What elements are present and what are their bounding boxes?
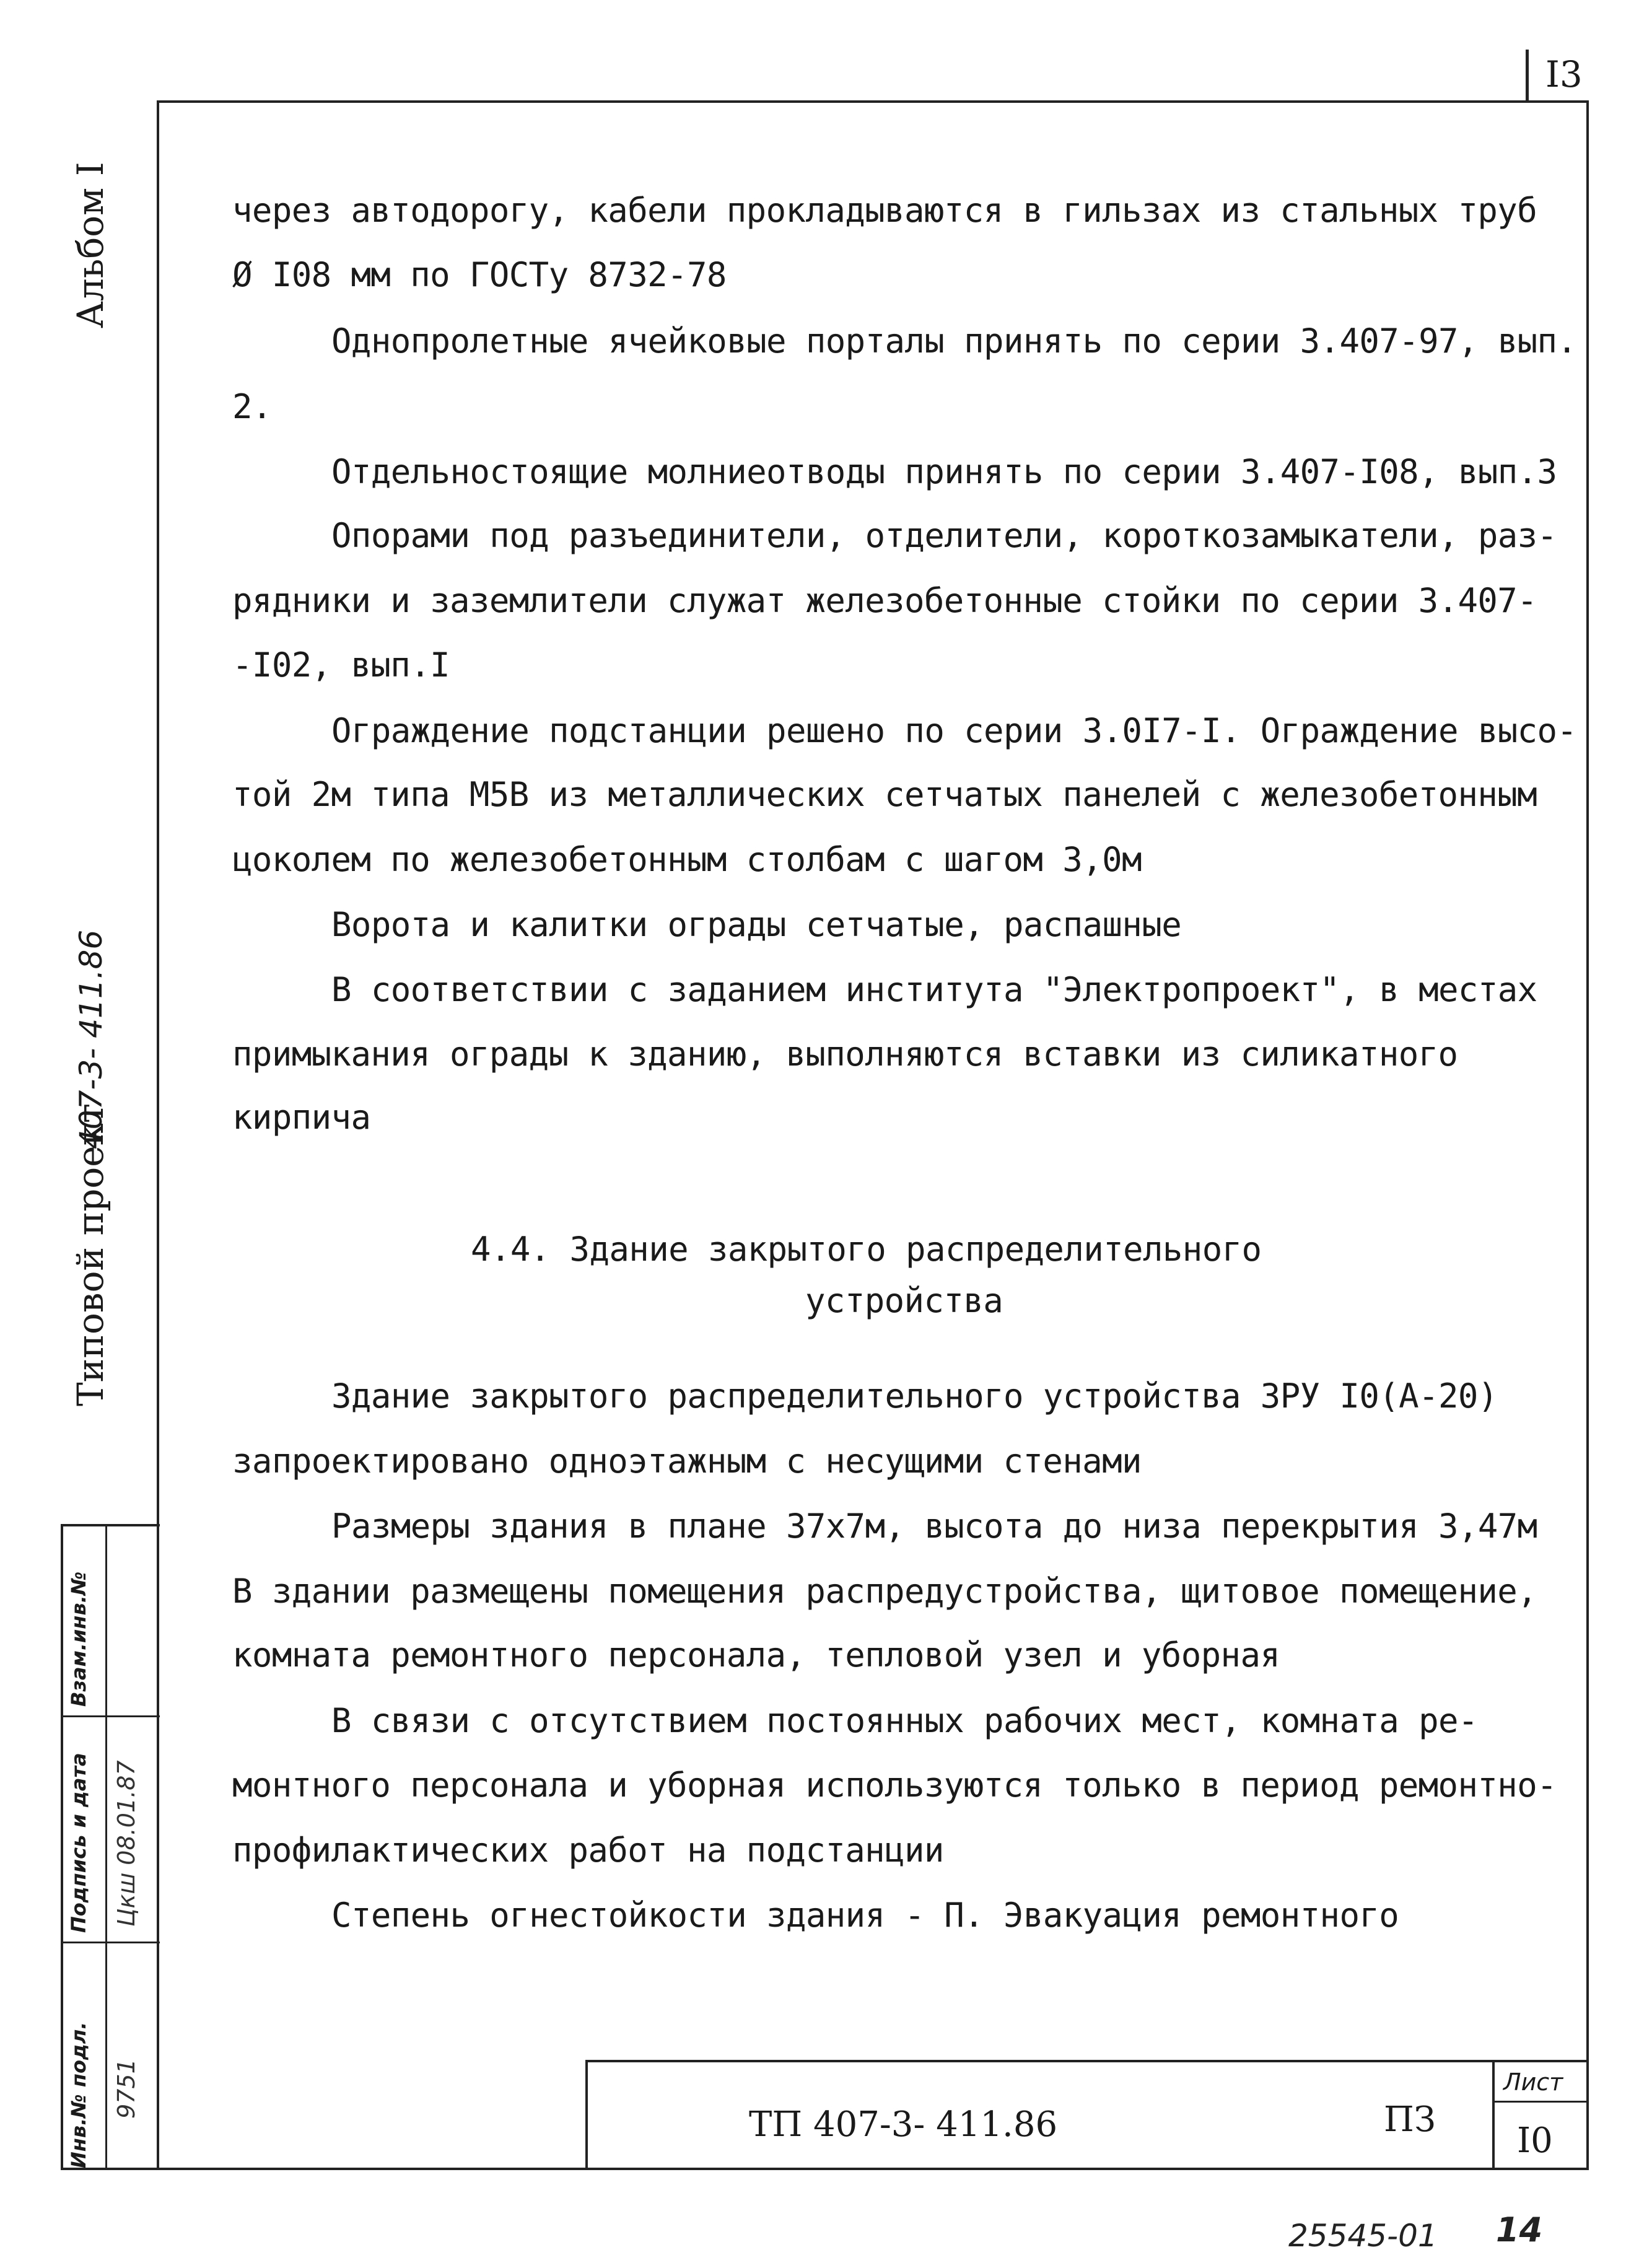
title-block-code: ТП 407-3- 411.86 <box>749 2104 1058 2145</box>
text-line: через автодорогу, кабели прокладываются в гильзах из стальных труб <box>232 191 1537 230</box>
text-line: Степень огнестойкости здания - П. Эвакуация ремонтного <box>331 1896 1399 1935</box>
section-heading: 4.4. Здание закрытого распределительного <box>471 1230 1262 1269</box>
sheet-label: Лист <box>1503 2069 1563 2096</box>
text-line: комната ремонтного персонала, тепловой узел и уборная <box>232 1635 1280 1675</box>
text-line: кирпича <box>232 1098 371 1137</box>
text-line: запроектировано одноэтажным с несущими стенами <box>232 1442 1142 1481</box>
text-line: примыкания ограды к зданию, выполняются вставки из силикатного <box>232 1035 1458 1074</box>
stamp-label-replace: Взам.инв.№ <box>67 1571 90 1707</box>
text-line: Здание закрытого распределительного устройства ЗРУ I0(А-20) <box>331 1377 1498 1416</box>
text-line: Опорами под разъединители, отделители, короткозамыкатели, раз- <box>331 516 1557 555</box>
title-block <box>585 2060 1589 2170</box>
text-line: Ворота и калитки ограды сетчатые, распашные <box>331 905 1182 944</box>
title-block-doc: ПЗ <box>1384 2099 1436 2140</box>
text-line: 2. <box>232 387 272 426</box>
frame-tab <box>1526 50 1529 102</box>
text-line: Ограждение подстанции решено по серии 3.0I7-I. Ограждение высо- <box>331 711 1577 750</box>
text-line: В здании размещены помещения распредустройства, щитовое помещение, <box>232 1572 1537 1611</box>
text-line: Ø I08 мм по ГОСТу 8732-78 <box>232 255 727 294</box>
text-line: Однопролетные ячейковые порталы принять по серии 3.407-97, вып. <box>331 322 1577 361</box>
text-line: -I02, вып.I <box>232 646 450 685</box>
stamp-divider <box>63 1942 160 1943</box>
text-line: монтного персонала и уборная используются только в период ремонтно- <box>232 1766 1557 1805</box>
sheet-number: I0 <box>1517 2121 1553 2161</box>
text-line: Размеры здания в плане 37х7м, высота до низа перекрытия 3,47м <box>331 1507 1537 1546</box>
title-block-divider <box>1492 2101 1589 2103</box>
title-block-divider <box>1492 2062 1495 2170</box>
stamp-label-inv: Инв.№ подл. <box>67 2021 90 2168</box>
stamp-inv-value: 9751 <box>113 2059 140 2119</box>
text-line: профилактических работ на подстанции <box>232 1831 944 1870</box>
footer-page: 14 <box>1496 2210 1543 2249</box>
stamp-label-sign: Подпись и дата <box>67 1753 90 1933</box>
text-line: Отдельностоящие молниеотводы принять по серии 3.407-I08, вып.3 <box>331 452 1557 491</box>
section-heading-cont: устройства <box>805 1281 1003 1320</box>
text-line: В соответствии с заданием института "Электропроект", в местах <box>331 970 1537 1009</box>
page-number: I3 <box>1545 53 1583 95</box>
text-line: рядники и заземлители служат железобетонные стойки по серии 3.407- <box>232 581 1537 620</box>
text-line: той 2м типа М5В из металлических сетчатых панелей с железобетонным <box>232 775 1537 814</box>
stamp-signature: Цкш 08.01.87 <box>113 1760 140 1927</box>
stamp-divider <box>105 1526 107 2168</box>
footer-code: 25545-01 <box>1288 2218 1438 2254</box>
text-line: цоколем по железобетонным столбам с шагом 3,0м <box>232 840 1142 879</box>
text-line: В связи с отсутствием постоянных рабочих мест, комната ре- <box>331 1701 1478 1740</box>
project-label: Типовой проект <box>69 1103 111 1406</box>
stamp-divider <box>63 1715 160 1717</box>
album-label: Альбом I <box>69 162 111 328</box>
project-number-handwritten: 407-3- 411.86 <box>73 929 109 1149</box>
